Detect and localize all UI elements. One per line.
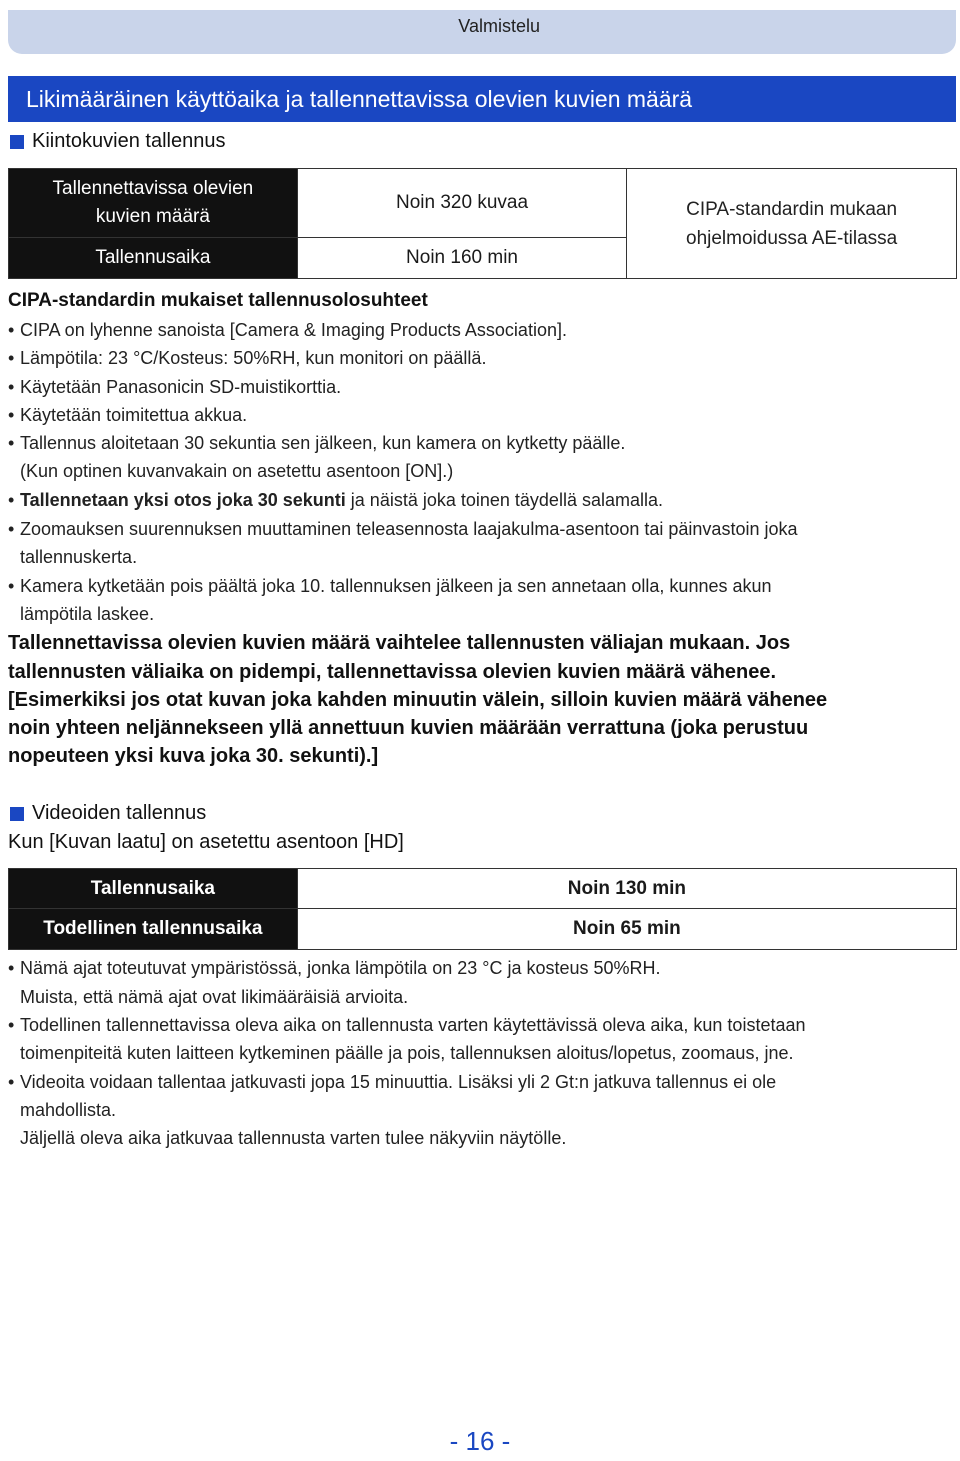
section-square-icon	[10, 807, 24, 821]
cipa-bullet-5-cont: (Kun optinen kuvanvakain on asetettu asentoon [ON].)	[20, 461, 454, 481]
video-row1-value: Noin 130 min	[297, 869, 956, 909]
cipa-heading: CIPA-standardin mukaiset tallennusolosuhteet	[8, 290, 428, 311]
video-bullet-3-cont2: Jäljellä oleva aika jatkuvaa tallennusta varten tulee näkyviin näytölle.	[20, 1128, 567, 1148]
cipa-para-line-3: [Esimerkiksi jos otat kuvan joka kahden minuutin välein, silloin kuvien määrä vähenee	[8, 689, 828, 711]
cipa-bullet-7-cont: tallennuskerta.	[20, 547, 138, 567]
video-bullet-3-cont: mahdollista.	[20, 1100, 117, 1120]
video-bullet-3: • Videoita voidaan tallentaa jatkuvasti jopa 15 minuuttia. Lisäksi yli 2 Gt:n jatkuva tallennus ei ole	[8, 1072, 776, 1093]
cipa-bullet-5: • Tallennus aloitetaan 30 sekuntia sen jälkeen, kun kamera on kytketty päälle.	[8, 433, 625, 454]
video-heading-label: Videoiden tallennus	[32, 802, 207, 824]
video-bullet-1-cont: Muista, että nämä ajat ovat likimääräisiä arvioita.	[20, 987, 409, 1007]
cipa-para-line-5: nopeuteen yksi kuva joka 30. sekunti).]	[8, 745, 379, 767]
cipa-para-line-1: Tallennettavissa olevien kuvien määrä vaihtelee tallennusten väliajan mukaan. Jos	[8, 632, 791, 654]
video-row1-label: Tallennusaika	[9, 869, 298, 909]
stills-table	[8, 168, 957, 279]
cipa-bullet-8-cont: lämpötila laskee.	[20, 604, 155, 624]
cipa-bullet-6-rest: ja näistä joka toinen täydellä salamalla.	[345, 490, 663, 510]
stills-row1-value: Noin 320 kuvaa	[297, 169, 626, 238]
video-row2-value: Noin 65 min	[297, 909, 956, 950]
stills-row2-label: Tallennusaika	[9, 238, 298, 279]
header-section-label: Valmistelu	[458, 16, 540, 36]
stills-note: CIPA-standardin mukaan ohjelmoidussa AE-tilassa	[627, 169, 957, 279]
video-subheading: Kun [Kuvan laatu] on asetettu asentoon [HD]	[8, 831, 404, 853]
cipa-bullet-1: • CIPA on lyhenne sanoista [Camera & Imaging Products Association].	[8, 320, 567, 341]
cipa-bullet-7: • Zoomauksen suurennuksen muuttaminen teleasennosta laajakulma-asentoon tai päinvastoin joka	[8, 519, 797, 540]
cipa-para-line-2: tallennusten väliaika on pidempi, tallennettavissa olevien kuvien määrä vähenee.	[8, 661, 777, 683]
cipa-bullet-2: • Lämpötila: 23 °C/Kosteus: 50%RH, kun monitori on päällä.	[8, 348, 486, 369]
page-title: Likimääräinen käyttöaika ja tallennettavissa olevien kuvien määrä	[8, 76, 956, 122]
video-row2-label: Todellinen tallennusaika	[9, 909, 298, 950]
cipa-bullet-4: • Käytetään toimitettua akkua.	[8, 405, 247, 426]
video-bullet-2-cont: toimenpiteitä kuten laitteen kytkeminen päälle ja pois, tallennuksen aloitus/lopetus, zoomaus, jne.	[20, 1043, 794, 1063]
video-table	[8, 868, 957, 950]
cipa-para-line-4: noin yhteen neljännekseen yllä annettuun kuvien määrään verrattuna (joka perustuu	[8, 717, 809, 739]
cipa-bullet-3: • Käytetään Panasonicin SD-muistikorttia.	[8, 377, 341, 398]
page-number: - 16 -	[449, 1426, 511, 1456]
video-bullet-1: • Nämä ajat toteutuvat ympäristössä, jonka lämpötila on 23 °C ja kosteus 50%RH.	[8, 958, 661, 979]
stills-row2-value: Noin 160 min	[297, 238, 626, 279]
cipa-bullet-8: • Kamera kytketään pois päältä joka 10. tallennuksen jälkeen ja sen annetaan olla, kunnes akun	[8, 576, 772, 597]
cipa-bullet-6	[8, 490, 663, 511]
cipa-bullet-6-bold: Tallennetaan yksi otos joka 30 sekunti	[20, 490, 346, 510]
stills-row1-label: Tallennettavissa olevien kuvien määrä	[9, 169, 298, 238]
stills-heading	[10, 130, 225, 153]
video-bullet-2: • Todellinen tallennettavissa oleva aika on tallennusta varten käytettävissä oleva aika, kun toistetaan	[8, 1015, 806, 1036]
video-heading	[10, 802, 206, 825]
section-square-icon	[10, 135, 24, 149]
stills-heading-label: Kiintokuvien tallennus	[32, 130, 226, 152]
